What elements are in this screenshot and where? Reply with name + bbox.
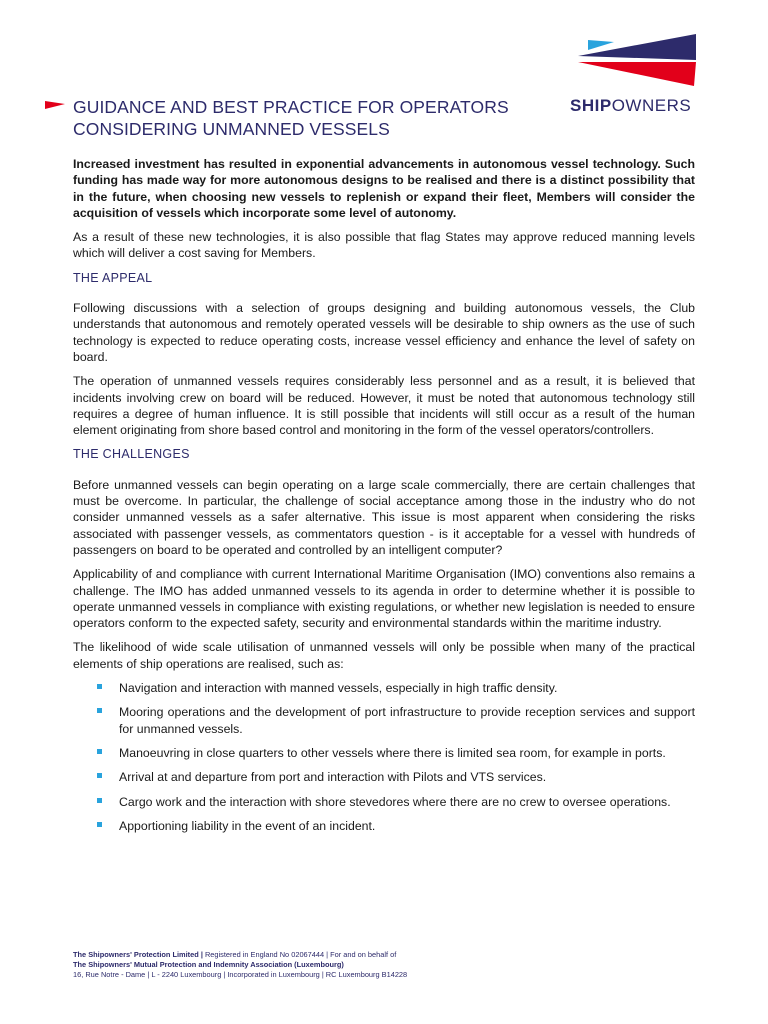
list-item: Navigation and interaction with manned vessels, especially in high traffic density. (97, 680, 695, 696)
list-item: Arrival at and departure from port and interaction with Pilots and VTS services. (97, 769, 695, 785)
page-footer (73, 950, 407, 981)
appeal-paragraph-1: Following discussions with a selection of groups designing and building autonomous vessels, the Club understands that autonomous and remotely operated vessels will be desirable to ship owners as the use of such technology is expected to reduce operating costs, increase vessel efficiency and enhance the level of safety on board. (73, 301, 695, 364)
list-item: Apportioning liability in the event of an incident. (97, 818, 695, 834)
square-bullet-icon (97, 749, 102, 754)
sail-logo-icon (576, 30, 696, 88)
square-bullet-icon (97, 773, 102, 778)
footer-line-3: 16, Rue Notre - Dame | L - 2240 Luxembourg | Incorporated in Luxembourg | RC Luxembourg B14228 (73, 970, 408, 980)
intro-lead-paragraph: Increased investment has resulted in exponential advancements in autonomous vessel technology. Such funding has made way for more autonomous designs to be realised and there is a distinct possibility that in the future, when choosing new vessels to replenish or expand their fleet, Members will consider the acquisition of vessels which incorporate some level of autonomy. (73, 157, 695, 220)
red-arrow-icon (45, 101, 65, 109)
challenges-paragraph-2: Applicability of and compliance with current International Maritime Organisation (IMO) conventions also remains a challenge. The IMO has added unmanned vessels to its agenda in order to determine whether it is possible to operate unmanned vessels in compliance with existing regulations, or whether new legislation is needed to ensure operators conform to the expected safety, security and environmental standards within the maritime industry. (73, 567, 695, 631)
square-bullet-icon (97, 798, 102, 803)
section-heading-appeal: THE APPEAL (73, 270, 153, 285)
footer-line-2: The Shipowners' Mutual Protection and Indemnity Association (Luxembourg) (73, 960, 344, 970)
appeal-paragraph-2: The operation of unmanned vessels requires considerably less personnel and as a result, it is believed that incidents involving crew on board will be reduced. However, it must be noted that autonomous technology still requires a degree of human influence. It is still possible that incidents will still occur as a result of the human element originating from shore based control and monitoring in the form of the vessel operators/controllers. (73, 374, 695, 438)
document-body (73, 156, 695, 842)
intro-paragraph: As a result of these new technologies, it is also possible that flag States may approve reduced manning levels which will deliver a cost saving for Members. (73, 230, 695, 261)
practical-elements-list (73, 680, 695, 834)
document-title-block (45, 96, 525, 140)
square-bullet-icon (97, 708, 102, 713)
challenges-paragraph-3: The likelihood of wide scale utilisation of unmanned vessels will only be possible when many of the practical elements of ship operations are realised, such as: (73, 640, 695, 671)
list-item: Mooring operations and the development of port infrastructure to provide reception services and support for unmanned vessels. (97, 704, 695, 737)
logo-wordmark: SHIPOWNERS (570, 96, 692, 115)
challenges-paragraph-1: Before unmanned vessels can begin operating on a large scale commercially, there are certain challenges that must be overcome. In particular, the challenge of social acceptance among those in the industry who do not consider unmanned vessels as a safer alternative. This issue is most apparent when considering the risks associated with passenger vessels, as commentators question - is it acceptable for a vessel with hundreds of passengers on board to be operated and controlled by an intelligent computer? (73, 477, 695, 557)
list-item: Cargo work and the interaction with shore stevedores where there are no crew to oversee operations. (97, 794, 695, 810)
square-bullet-icon (97, 822, 102, 827)
footer-line-1: The Shipowners' Protection Limited | Registered in England No 02067444 | For and on behalf of (73, 950, 397, 959)
page-title: GUIDANCE AND BEST PRACTICE FOR OPERATORS CONSIDERING UNMANNED VESSELS (73, 97, 509, 139)
section-heading-challenges: THE CHALLENGES (73, 447, 190, 462)
list-item: Manoeuvring in close quarters to other vessels where there is limited sea room, for example in ports. (97, 745, 695, 761)
square-bullet-icon (97, 684, 102, 689)
